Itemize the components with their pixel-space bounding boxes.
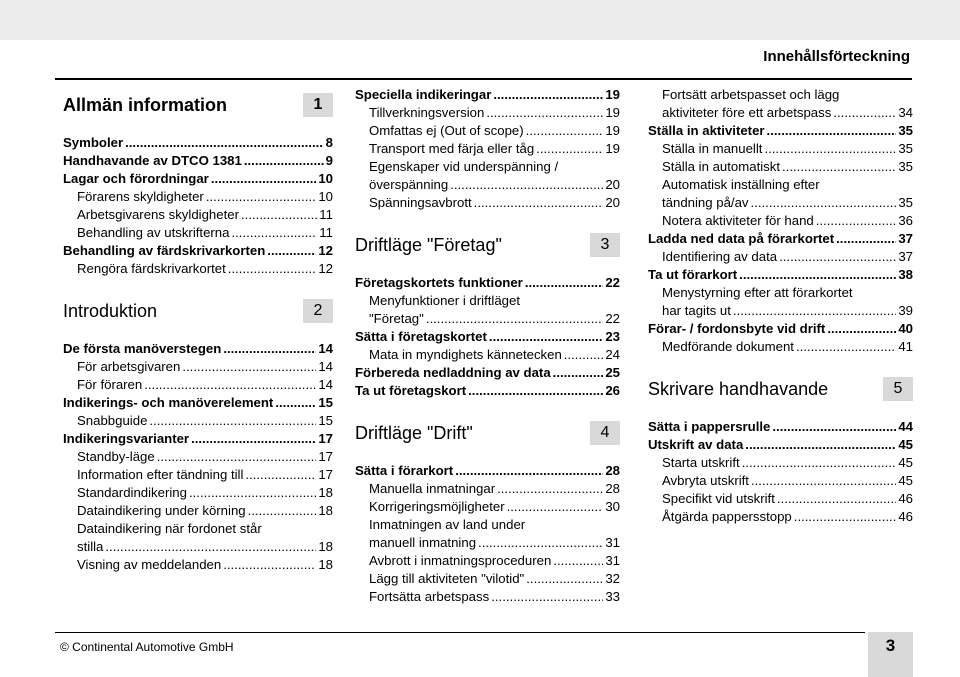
toc-page-number: 25 — [605, 365, 620, 380]
toc-page-number: 17 — [318, 449, 333, 464]
toc-entry[interactable] — [63, 448, 333, 466]
toc-entry-line: Dataindikering när fordonet står — [77, 521, 262, 536]
toc-entry-text: Indikerings- och manöverelement — [63, 395, 274, 410]
toc-entry[interactable] — [63, 538, 333, 556]
toc-entry-text: Ladda ned data på förarkortet — [648, 231, 835, 246]
toc-entry[interactable] — [355, 310, 620, 328]
dot-leader — [751, 194, 897, 212]
toc-entry-text: aktiviteter före ett arbetspass — [662, 105, 832, 120]
section-number: 5 — [883, 377, 913, 401]
toc-page-number: 35 — [898, 159, 913, 174]
toc-entry-text: Starta utskrift — [662, 455, 740, 470]
toc-page-number: 38 — [898, 267, 913, 282]
toc-entry[interactable] — [355, 328, 620, 346]
toc-entry-text: Sätta i pappersrulle — [648, 419, 771, 434]
toc-entry[interactable] — [648, 454, 913, 472]
toc-entry-text: Sätta i företagskortet — [355, 329, 487, 344]
dot-leader — [144, 376, 316, 394]
toc-entry-line: Automatisk inställning efter — [662, 177, 820, 192]
toc-entry[interactable] — [63, 466, 333, 484]
toc-entry-text: Manuella inmatningar — [369, 481, 496, 496]
toc-page-number: 45 — [898, 473, 913, 488]
toc-entry-text: Lägg till aktiviteten "vilotid" — [369, 571, 525, 586]
toc-entry-text: Standby-läge — [77, 449, 155, 464]
toc-page-number: 19 — [605, 87, 620, 102]
section-number: 2 — [303, 299, 333, 323]
section-title: Driftläge "Företag" — [355, 234, 502, 255]
toc-entry-text: Behandling av färdskrivarkorten — [63, 243, 266, 258]
toc-entry[interactable] — [355, 498, 620, 516]
toc-entry-text: Spänningsavbrott — [369, 195, 472, 210]
toc-page-number: 23 — [605, 329, 620, 344]
dot-leader — [182, 358, 316, 376]
toc-page-number: 9 — [325, 153, 333, 168]
toc-entry[interactable] — [63, 340, 333, 358]
toc-entry-text: Sätta i förarkort — [355, 463, 454, 478]
toc-entry-text: Avbryta utskrift — [662, 473, 749, 488]
toc-entry-line: Menystyrning efter att förarkortet — [662, 285, 853, 300]
toc-page-number: 35 — [898, 195, 913, 210]
toc-page-number: 35 — [898, 123, 913, 138]
dot-leader — [489, 328, 603, 346]
dot-leader — [836, 230, 896, 248]
toc-page-number: 28 — [605, 481, 620, 496]
toc-page-number: 46 — [898, 491, 913, 506]
toc-entry-text: För föraren — [77, 377, 143, 392]
toc-entry[interactable] — [648, 338, 913, 356]
dot-leader — [248, 502, 317, 520]
toc-entry[interactable] — [355, 588, 620, 606]
toc-page-number: 12 — [318, 243, 333, 258]
toc-entry[interactable] — [63, 134, 333, 152]
dot-leader — [742, 454, 897, 472]
toc-entry-text: Mata in myndighets kännetecken — [369, 347, 562, 362]
dot-leader — [816, 212, 897, 230]
toc-entry-text: överspänning — [369, 177, 449, 192]
dot-leader — [553, 364, 604, 382]
toc-entry[interactable] — [63, 358, 333, 376]
toc-entry[interactable] — [648, 248, 913, 266]
toc-column-1 — [63, 86, 333, 588]
dot-leader — [827, 320, 896, 338]
toc-entry-text: För arbetsgivaren — [77, 359, 181, 374]
toc-entry-text: Lagar och förordningar — [63, 171, 209, 186]
toc-entry[interactable] — [63, 376, 333, 394]
section-title: Introduktion — [63, 300, 158, 321]
dot-leader — [526, 570, 603, 588]
toc-page-number: 36 — [898, 213, 913, 228]
toc-entry[interactable] — [648, 104, 913, 122]
dot-leader — [223, 556, 316, 574]
header-divider — [55, 78, 912, 80]
top-band — [0, 0, 960, 40]
toc-entry[interactable] — [648, 508, 913, 526]
page-number: 3 — [868, 632, 913, 677]
toc-entry-text: Ta ut förarkort — [648, 267, 738, 282]
dot-leader — [772, 418, 896, 436]
toc-page-number: 14 — [318, 341, 333, 356]
toc-entry-text: Förbereda nedladdning av data — [355, 365, 551, 380]
toc-entry[interactable] — [355, 86, 620, 104]
section-title: Allmän information — [63, 94, 228, 115]
dot-leader — [149, 412, 316, 430]
dot-leader — [245, 466, 316, 484]
toc-entry-text: tändning på/av — [662, 195, 749, 210]
toc-page-number: 15 — [318, 413, 333, 428]
section-header — [355, 230, 620, 260]
toc-entry-text: Speciella indikeringar — [355, 87, 492, 102]
toc-entry-text: Information efter tändning till — [77, 467, 244, 482]
dot-leader — [228, 260, 317, 278]
toc-entry-text: Snabbguide — [77, 413, 148, 428]
toc-entry-text: Ställa in automatiskt — [662, 159, 781, 174]
toc-entry-text: Standardindikering — [77, 485, 187, 500]
toc-entry[interactable] — [355, 570, 620, 588]
dot-leader — [493, 86, 603, 104]
toc-page-number: 44 — [898, 419, 913, 434]
section-spacer — [355, 606, 620, 620]
dot-leader — [564, 346, 604, 364]
dot-leader — [777, 490, 896, 508]
toc-page-number: 41 — [898, 339, 913, 354]
toc-entry-text: Rengöra färdskrivarkortet — [77, 261, 226, 276]
section-number: 3 — [590, 233, 620, 257]
dot-leader — [751, 472, 896, 490]
dot-leader — [450, 176, 603, 194]
toc-entry-text: Förarens skyldigheter — [77, 189, 204, 204]
section-spacer — [63, 574, 333, 588]
toc-entry-text: Dataindikering under körning — [77, 503, 246, 518]
dot-leader — [478, 534, 603, 552]
dot-leader — [426, 310, 604, 328]
toc-entry[interactable] — [355, 480, 620, 498]
toc-entry[interactable] — [648, 194, 913, 212]
section-spacer — [648, 356, 913, 370]
toc-entry-text: Fortsätta arbetspass — [369, 589, 490, 604]
toc-entry-line: Egenskaper vid underspänning / — [369, 159, 559, 174]
toc-page-number: 11 — [319, 225, 333, 240]
toc-entry-text: Tillverkningsversion — [369, 105, 485, 120]
toc-entry[interactable] — [648, 472, 913, 490]
toc-page-number: 17 — [318, 431, 333, 446]
toc-entry[interactable] — [648, 418, 913, 436]
dot-leader — [833, 104, 896, 122]
dot-leader — [189, 484, 316, 502]
toc-entry[interactable] — [355, 534, 620, 552]
toc-page-number: 45 — [898, 455, 913, 470]
toc-page-number: 14 — [318, 377, 333, 392]
toc-entry-text: Omfattas ej (Out of scope) — [369, 123, 524, 138]
toc-entry[interactable] — [63, 556, 333, 574]
section-header — [648, 374, 913, 404]
toc-column-2 — [355, 86, 620, 620]
toc-entry-text: Visning av meddelanden — [77, 557, 222, 572]
dot-leader — [794, 508, 897, 526]
toc-entry-text: "Företag" — [369, 311, 424, 326]
toc-entry[interactable] — [63, 224, 333, 242]
toc-entry[interactable] — [355, 176, 620, 194]
toc-page-number: 46 — [898, 509, 913, 524]
dot-leader — [796, 338, 896, 356]
toc-entry[interactable] — [355, 346, 620, 364]
dot-leader — [455, 462, 603, 480]
toc-entry[interactable] — [355, 122, 620, 140]
section-title: Driftläge "Drift" — [355, 422, 473, 443]
toc-page-number: 17 — [318, 467, 333, 482]
section-spacer — [648, 526, 913, 540]
copyright-text: © Continental Automotive GmbH — [60, 640, 234, 654]
toc-entry[interactable] — [63, 484, 333, 502]
toc-entry-text: Utskrift av data — [648, 437, 744, 452]
toc-entry-line: Inmatningen av land under — [369, 517, 526, 532]
toc-entry-text: Notera aktiviteter för hand — [662, 213, 814, 228]
toc-entry[interactable] — [648, 266, 913, 284]
toc-entry-text: Korrigeringsmöjligheter — [369, 499, 505, 514]
section-title: Skrivare handhavande — [648, 378, 829, 399]
toc-entry-text: har tagits ut — [662, 303, 731, 318]
section-number: 1 — [303, 93, 333, 117]
section-header — [63, 296, 333, 326]
dot-leader — [526, 122, 604, 140]
section-spacer — [355, 212, 620, 226]
dot-leader — [267, 242, 316, 260]
dot-leader — [525, 274, 604, 292]
toc-page-number: 15 — [318, 395, 333, 410]
toc-entry-text: Arbetsgivarens skyldigheter — [77, 207, 239, 222]
toc-entry[interactable] — [648, 302, 913, 320]
dot-leader — [241, 206, 317, 224]
toc-entry-text: Behandling av utskrifterna — [77, 225, 230, 240]
toc-page-number: 19 — [605, 141, 620, 156]
dot-leader — [468, 382, 603, 400]
toc-page-number: 19 — [605, 123, 620, 138]
toc-column-3 — [648, 86, 913, 540]
toc-page-number: 31 — [605, 553, 620, 568]
dot-leader — [244, 152, 324, 170]
toc-entry-text: Medförande dokument — [662, 339, 794, 354]
toc-entry[interactable] — [355, 274, 620, 292]
toc-page-number: 10 — [318, 171, 333, 186]
toc-entry-text: Transport med färja eller tåg — [369, 141, 535, 156]
dot-leader — [497, 480, 603, 498]
section-number: 4 — [590, 421, 620, 445]
toc-entry-text: manuell inmatning — [369, 535, 477, 550]
toc-page-number: 10 — [318, 189, 333, 204]
toc-entry-text: Specifikt vid utskrift — [662, 491, 775, 506]
toc-entry-text: Indikeringsvarianter — [63, 431, 190, 446]
dot-leader — [211, 170, 317, 188]
section-header — [355, 418, 620, 448]
toc-page-number: 12 — [318, 261, 333, 276]
toc-entry-text: Åtgärda pappersstopp — [662, 509, 792, 524]
toc-page-number: 30 — [605, 499, 620, 514]
toc-entry[interactable] — [63, 430, 333, 448]
section-spacer — [355, 400, 620, 414]
toc-page-number: 39 — [898, 303, 913, 318]
toc-page-number: 18 — [318, 503, 333, 518]
toc-page-number: 28 — [605, 463, 620, 478]
toc-entry-text: Ställa in aktiviteter — [648, 123, 765, 138]
toc-page-number: 22 — [605, 311, 620, 326]
toc-entry[interactable] — [648, 490, 913, 508]
toc-page-number: 31 — [605, 535, 620, 550]
dot-leader — [125, 134, 324, 152]
dot-leader — [536, 140, 603, 158]
toc-page-number: 11 — [319, 207, 333, 222]
toc-entry-text: De första manöverstegen — [63, 341, 222, 356]
toc-entry[interactable] — [63, 412, 333, 430]
toc-page-number: 20 — [605, 195, 620, 210]
toc-entry[interactable] — [648, 212, 913, 230]
dot-leader — [223, 340, 316, 358]
toc-entry[interactable] — [648, 158, 913, 176]
dot-leader — [553, 552, 603, 570]
dot-leader — [105, 538, 316, 556]
toc-entry-text: Ta ut företagskort — [355, 383, 467, 398]
dot-leader — [779, 248, 896, 266]
dot-leader — [745, 436, 896, 454]
toc-entry-line: Menyfunktioner i driftläget — [369, 293, 520, 308]
toc-page-number: 32 — [605, 571, 620, 586]
toc-entry[interactable] — [63, 242, 333, 260]
toc-entry[interactable] — [63, 260, 333, 278]
toc-entry[interactable] — [63, 394, 333, 412]
dot-leader — [474, 194, 604, 212]
toc-entry[interactable] — [648, 436, 913, 454]
section-spacer — [63, 278, 333, 292]
dot-leader — [231, 224, 317, 242]
toc-page-number: 33 — [605, 589, 620, 604]
dot-leader — [206, 188, 317, 206]
toc-entry[interactable] — [355, 104, 620, 122]
toc-entry-text: Företagskortets funktioner — [355, 275, 523, 290]
dot-leader — [157, 448, 317, 466]
dot-leader — [191, 430, 316, 448]
toc-page-number: 26 — [605, 383, 620, 398]
dot-leader — [764, 140, 896, 158]
dot-leader — [782, 158, 896, 176]
toc-entry[interactable] — [63, 188, 333, 206]
toc-page-number: 18 — [318, 557, 333, 572]
toc-entry[interactable] — [355, 462, 620, 480]
toc-entry-text: Identifiering av data — [662, 249, 778, 264]
toc-page-number: 8 — [325, 135, 333, 150]
toc-page-number: 18 — [318, 485, 333, 500]
toc-entry[interactable] — [63, 206, 333, 224]
toc-page-number: 18 — [318, 539, 333, 554]
toc-entry-line: Fortsätt arbetspasset och lägg — [662, 87, 840, 102]
dot-leader — [486, 104, 603, 122]
toc-page-number: 37 — [898, 231, 913, 246]
toc-entry-text: Symboler — [63, 135, 124, 150]
toc-entry[interactable] — [63, 502, 333, 520]
toc-entry-text: Ställa in manuellt — [662, 141, 763, 156]
toc-entry[interactable] — [648, 140, 913, 158]
toc-page-number: 37 — [898, 249, 913, 264]
dot-leader — [275, 394, 316, 412]
toc-page-number: 34 — [898, 105, 913, 120]
toc-page-number: 20 — [605, 177, 620, 192]
toc-entry-text: Förar- / fordonsbyte vid drift — [648, 321, 826, 336]
toc-entry[interactable] — [355, 382, 620, 400]
toc-entry[interactable] — [355, 140, 620, 158]
footer-divider — [55, 632, 865, 633]
dot-leader — [733, 302, 896, 320]
toc-entry-text: Handhavande av DTCO 1381 — [63, 153, 242, 168]
dot-leader — [491, 588, 603, 606]
toc-page-number: 19 — [605, 105, 620, 120]
toc-entry[interactable] — [63, 170, 333, 188]
section-header — [63, 90, 333, 120]
toc-page-number: 45 — [898, 437, 913, 452]
toc-entry[interactable] — [355, 364, 620, 382]
toc-page-number: 14 — [318, 359, 333, 374]
dot-leader — [739, 266, 896, 284]
toc-entry-text: stilla — [77, 539, 104, 554]
toc-page-number: 35 — [898, 141, 913, 156]
toc-entry[interactable] — [355, 552, 620, 570]
toc-entry[interactable] — [63, 152, 333, 170]
page-title: Innehållsförteckning — [763, 48, 910, 65]
toc-page-number: 24 — [605, 347, 620, 362]
dot-leader — [767, 122, 897, 140]
toc-entry[interactable] — [648, 320, 913, 338]
toc-page-number: 22 — [605, 275, 620, 290]
dot-leader — [507, 498, 604, 516]
toc-entry[interactable] — [648, 230, 913, 248]
toc-entry[interactable] — [648, 122, 913, 140]
toc-entry[interactable] — [355, 194, 620, 212]
toc-entry-text: Avbrott i inmatningsproceduren — [369, 553, 552, 568]
toc-page-number: 40 — [898, 321, 913, 336]
